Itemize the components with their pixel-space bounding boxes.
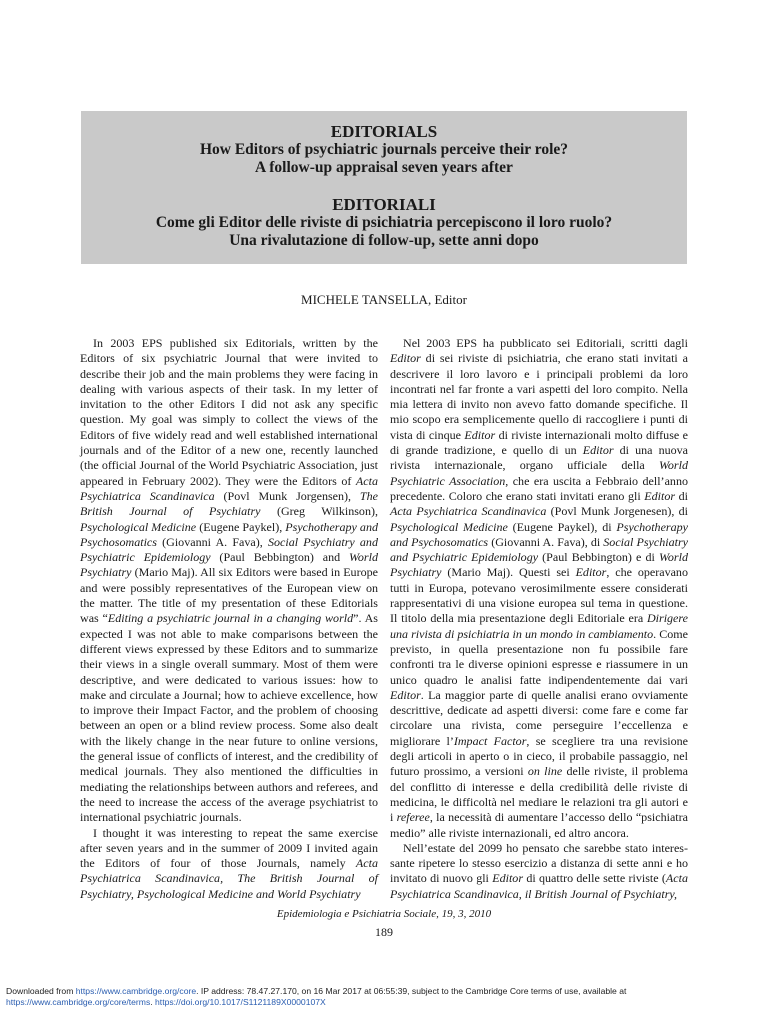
english-title-line-2: A follow-up appraisal seven years after <box>255 159 513 176</box>
english-title-block <box>81 122 687 177</box>
italian-title-line-1: Come gli Editor delle riviste di psichiatria percepiscono il loro ruolo? <box>155 214 613 231</box>
cambridge-core-link[interactable]: https://www.cambridge.org/core <box>75 986 197 996</box>
english-paragraph-2: I thought it was interesting to repeat the same exercise after seven years and in the summer of 2009 I invited again the Editors of four of those Journals, namely Acta Psychiatrica Scandinavica, The British Journal of Psychiatry, Psychological Medicine and World Psychiatry <box>80 825 378 901</box>
editorial-banner <box>81 111 687 264</box>
italian-paragraph-2: Nell’estate del 2099 ho pensato che sarebbe stato interessante ripetere lo stesso esercizio a distanza di sette anni e ho invitato di nuovo gli Editor di quattro delle sette riviste (Acta Psychiatrica Scandinavica, il British Journal of Psychiatry, <box>390 840 688 901</box>
english-column <box>80 336 378 902</box>
italian-column <box>390 336 688 902</box>
page-number: 189 <box>375 925 393 939</box>
english-paragraph-1: In 2003 EPS published six Editorials, written by the Editors of six psychiatric Journal that were invited to describe their job and the main problems they were facing in dealing with various aspects of their task. In my letter of invitation to the other Editors I did not ask any specific question. My goal was simply to collect the views of the Editors of five widely read and well established international journals and of the Editor of a new one, recently launched (the official Journal of the World Psychiatric Association, just appeared in February 2002). They were the Editors of Acta Psychiatrica Scandinavica (Povl Munk Jorgensen), The British Journal of Psychiatry (Greg Wilkinson), Psychological Medicine (Eugene Paykel), Psychotherapy and Psychosomatics (Giovanni A. Fava), Social Psychiatry and Psychiatric Epidemiology (Paul Bebbington) and World Psychiatry (Mario Maj). All six Editors were based in Europe and were possibly representatives of the European view on the matter. The title of my presentation of these Editorials was “Editing a psychiatric journal in a changing world”. As expected I was not able to make comparisons between the different views expressed by these Editors and to summarize their views in a single overall summary. Most of them were descriptive, and were dedicated to various issues: how to make and circulate a Journal; how to achieve excellence, how to improve their Impact Factor, and the problem of choosing between an open or a blind review process. Some also dealt with the likely change in the near future to online versions, the general issue of conflicts of interest, and the credibility of medical journals. They also mentioned the difficulties in mediating the relationships between authors and referees, and the need to increase the access of the average psychiatrist to international psychiatric journals. <box>80 336 379 825</box>
terms-link[interactable]: https://www.cambridge.org/core/terms <box>6 996 151 1007</box>
author-line: MICHELE TANSELLA, Editor <box>301 292 467 307</box>
english-title-line-1: How Editors of psychiatric journals perceive their role? <box>199 141 569 158</box>
italian-paragraph-1: Nel 2003 EPS ha pubblicato sei Editoriali, scritti dagli Editor di sei riviste di psichiatria, che erano stati invitati a descrivere il loro lavoro e i principali problemi da loro incontrati nel far fronte a vari aspetti del loro compito. Nella mia lettera di invito non avevo fatto domande specifiche. Il mio scopo era semplicemente quello di raccogliere i punti di vista di cinque Editor di riviste internazionali molto diffuse e di grande tradizione, e quello di un Editor di una nuova rivista internazionale, organo ufficiale della World Psychiatric Association, che era uscita a Febbraio dell’anno precedente. Coloro che erano stati invitati erano gli Editor di Acta Psychiatrica Scandinavica (Povl Munk Jorgenesen), di Psychological Medicine (Eugene Paykel), di Psychotherapy and Psychosomatics (Giovanni A. Fava), di Social Psychiatry and Psychiatric Epidemiology (Paul Bebbington) e di World Psychiatry (Mario Maj). Questi sei Editor, che operavano tutti in Europa, potevano verosimilmente essere considerati rappresentativi di una visione europea sul tema in questione. Il titolo della mia presentazione degli Editoriale era Dirigere una rivista di psichiatria in un mondo in cambiamento. Come previsto, in quella presentazione non fu possibile fare confronti tra le diverse opinioni espresse e riassumere in un unico quadro le analisi fatte indipendentemente dai vari Editor. La maggior parte di quelle analisi erano ovviamente descrittive, dedicate ad aspetti diversi: come fare e come far circolare una rivista, come perseguire l’eccellenza e migliorare l’Impact Factor, se scegliere tra una revisione degli articoli in aperto o in cieco, il probabile passaggio, nel futuro prossimo, a versioni on line delle riviste, il problema del conflitto di interesse e della credibilità delle riviste di medicina, le difficoltà nel mediare le relazioni tra gli autori e i referee, la necessità di aumentare l’accesso dello “psichiatra medio” alle riviste internazionali, ed altro ancora. <box>390 336 689 840</box>
italian-heading: EDITORIALI <box>332 195 436 214</box>
english-heading: EDITORIALS <box>330 122 438 141</box>
download-footer <box>6 986 726 1007</box>
italian-title-line-2: Una rivalutazione di follow-up, sette anni dopo <box>229 232 539 249</box>
footer-text-1: Downloaded from <box>6 986 76 996</box>
journal-citation: Epidemiologia e Psichiatria Sociale, 19, 3, 2010 <box>276 908 492 920</box>
footer-text-3: . <box>150 996 156 1007</box>
doi-link[interactable]: https://doi.org/10.1017/S1121189X0000107X <box>155 996 326 1007</box>
italian-title-block <box>81 195 687 250</box>
footer-text-2: . IP address: 78.47.27.170, on 16 Mar 2017 at 06:55:39, subject to the Cambridge Core terms of use, available at <box>196 986 627 996</box>
